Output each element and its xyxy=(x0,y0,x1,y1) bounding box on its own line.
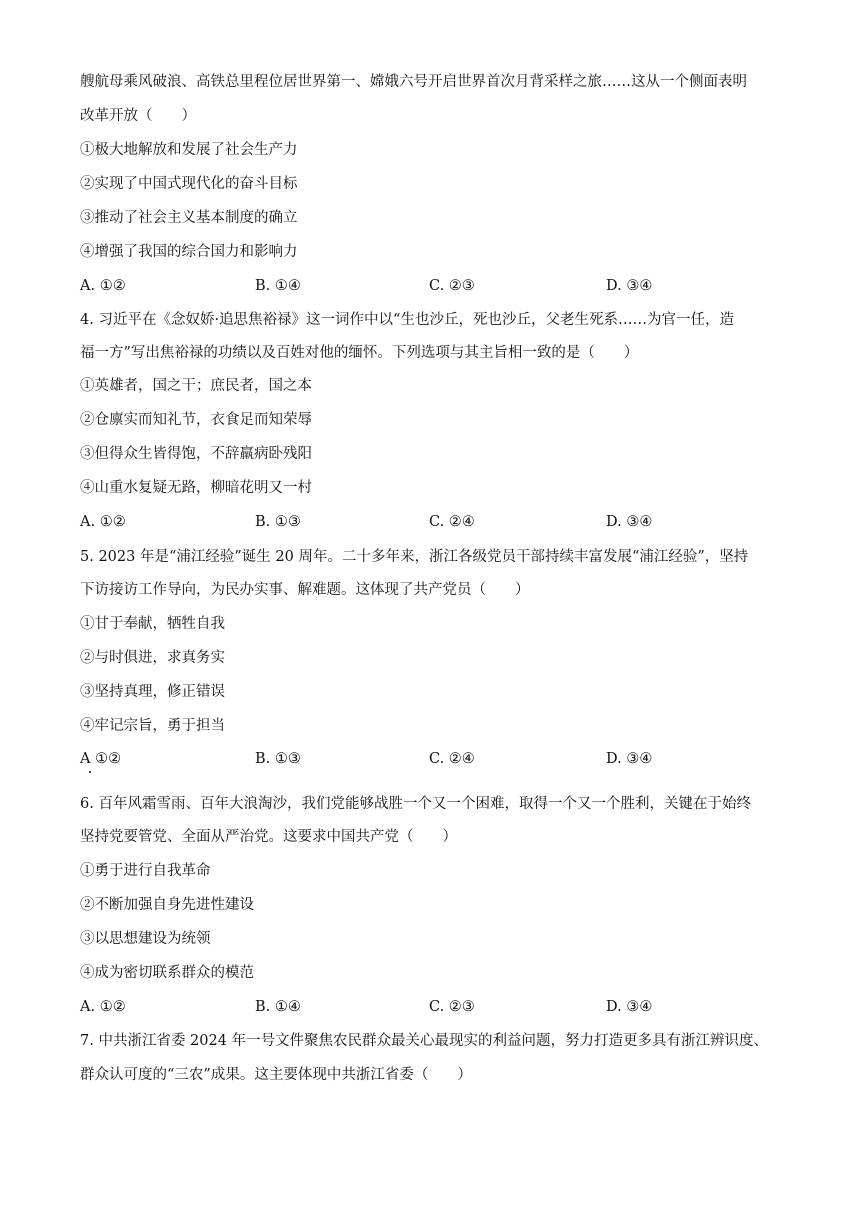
q4-options xyxy=(80,512,780,532)
q3-option-a: A. ①② xyxy=(80,278,126,294)
q3-choice-2: ②实现了中国式现代化的奋斗目标 xyxy=(80,176,298,192)
q3-choice-3: ③推动了社会主义基本制度的确立 xyxy=(80,210,298,226)
option-a-dot-mark xyxy=(89,771,91,773)
q6-stem-line-2: 坚持党要管党、全面从严治党。这要求中国共产党（ ） xyxy=(80,829,457,845)
q5-choice-1: ①甘于奉献，牺牲自我 xyxy=(80,616,225,632)
q3-option-d: D. ③④ xyxy=(606,278,653,294)
q7-stem-line-1: 7. 中共浙江省委 2024 年一号文件聚焦农民群众最关心最现实的利益问题，努力打造更多具有浙江辨识度、 xyxy=(80,1033,769,1049)
q7-stem-line-2: 群众认可度的“三农”成果。这主要体现中共浙江省委（ ） xyxy=(80,1067,472,1083)
q6-option-c: C. ②③ xyxy=(429,999,475,1015)
q6-choice-1: ①勇于进行自我革命 xyxy=(80,863,211,879)
q4-stem-line-2: 福一方”写出焦裕禄的功绩以及百姓对他的缅怀。下列选项与其主旨相一致的是（ ） xyxy=(80,345,639,361)
q3-option-c: C. ②③ xyxy=(429,278,475,294)
q6-options xyxy=(80,997,780,1017)
q5-options xyxy=(80,749,780,769)
q5-option-b: B. ①③ xyxy=(255,751,301,767)
q4-choice-2: ②仓廪实而知礼节，衣食足而知荣辱 xyxy=(80,412,312,428)
q5-option-c: C. ②④ xyxy=(429,751,475,767)
q4-choice-1: ①英雄者，国之干；庶民者，国之本 xyxy=(80,378,312,394)
q4-choice-3: ③但得众生皆得饱，不辞羸病卧残阳 xyxy=(80,446,312,462)
q6-choice-4: ④成为密切联系群众的模范 xyxy=(80,965,254,981)
q3-options xyxy=(80,276,780,296)
q5-choice-2: ②与时俱进，求真务实 xyxy=(80,650,225,666)
q5-choice-3: ③坚持真理，修正错误 xyxy=(80,684,225,700)
q4-choice-4: ④山重水复疑无路，柳暗花明又一村 xyxy=(80,480,312,496)
q5-stem-line-2: 下访接访工作导向，为民办实事、解难题。这体现了共产党员（ ） xyxy=(80,582,530,598)
q4-option-d: D. ③④ xyxy=(606,514,653,530)
q6-stem-line-1: 6. 百年风霜雪雨、百年大浪淘沙，我们党能够战胜一个又一个困难，取得一个又一个胜利，关键在于始终 xyxy=(80,796,751,812)
q5-choice-4: ④牢记宗旨，勇于担当 xyxy=(80,718,225,734)
q3-option-b: B. ①④ xyxy=(255,278,301,294)
q6-option-b: B. ①④ xyxy=(255,999,301,1015)
q6-choice-2: ②不断加强自身先进性建设 xyxy=(80,897,254,913)
q6-option-a: A. ①② xyxy=(80,999,126,1015)
q3-stem-line-1: 艘航母乘风破浪、高铁总里程位居世界第一、嫦娥六号开启世界首次月背采样之旅……这从一个侧面表明 xyxy=(80,74,747,90)
q4-option-b: B. ①③ xyxy=(255,514,301,530)
q4-stem-line-1: 4. 习近平在《念奴娇·追思焦裕禄》这一词作中以“生也沙丘，死也沙丘，父老生死系……为官一任，造 xyxy=(80,312,734,328)
q3-choice-4: ④增强了我国的综合国力和影响力 xyxy=(80,244,298,260)
q6-option-d: D. ③④ xyxy=(606,999,653,1015)
q5-stem-line-1: 5. 2023 年是“浦江经验”诞生 20 周年。二十多年来，浙江各级党员干部持续丰富发展“浦江经验”，坚持 xyxy=(80,549,749,565)
q6-choice-3: ③以思想建设为统领 xyxy=(80,931,211,947)
q3-choice-1: ①极大地解放和发展了社会生产力 xyxy=(80,142,298,158)
q5-option-d: D. ③④ xyxy=(606,751,653,767)
q5-option-a: A ①② xyxy=(80,751,122,767)
q4-option-c: C. ②④ xyxy=(429,514,475,530)
q4-option-a: A. ①② xyxy=(80,514,126,530)
q3-stem-line-2: 改革开放（ ） xyxy=(80,108,196,124)
